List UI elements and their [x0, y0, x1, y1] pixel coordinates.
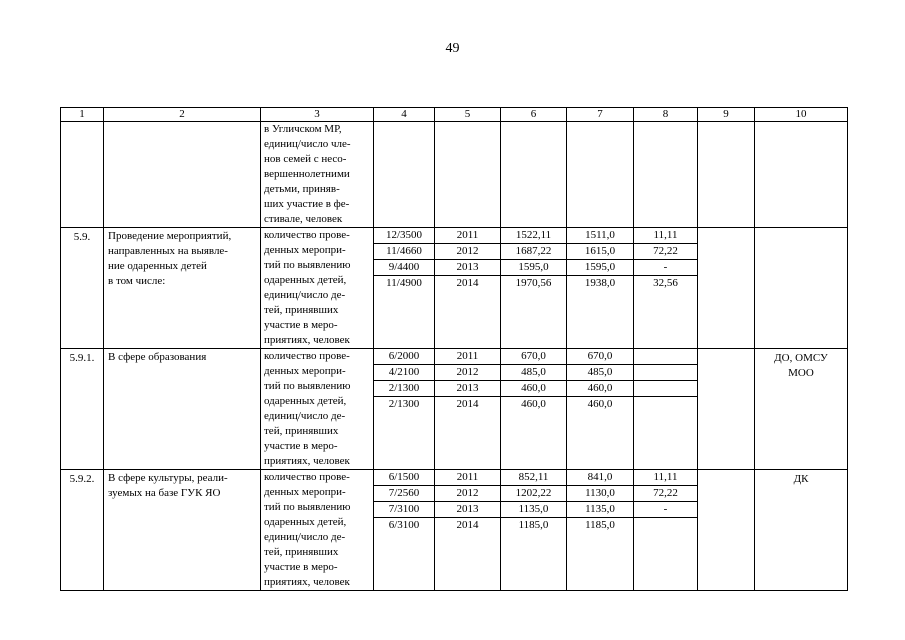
year-cell: 2014: [456, 398, 479, 410]
activity-name-line: ние одаренных детей: [108, 260, 207, 272]
amount-cell: 1130,0: [567, 486, 633, 502]
value-cell: 2/1300: [374, 381, 434, 397]
col6-column: [501, 228, 567, 349]
column-header: 9: [698, 108, 755, 122]
indicator-line: вершеннолетними: [264, 168, 350, 180]
indicator-cell: [261, 349, 374, 470]
year-cell: 2013: [435, 260, 500, 276]
amount-cell: 1511,0: [567, 228, 633, 244]
amount-cell: 1522,11: [501, 228, 566, 244]
col7-column: [567, 470, 634, 591]
empty-cell: [374, 122, 435, 228]
year-cell: 2012: [435, 244, 500, 260]
amount-cell: 852,11: [501, 470, 566, 486]
year-cell: 2012: [435, 486, 500, 502]
column-header: 2: [104, 108, 261, 122]
empty-cell: [501, 122, 567, 228]
col7-column: [567, 349, 634, 470]
column-header: 3: [261, 108, 374, 122]
years-column: [435, 470, 501, 591]
indicator-line: единиц/число де-: [264, 531, 346, 543]
amount-cell: 1595,0: [567, 260, 633, 276]
indicator-line: тий по выявлению: [264, 380, 351, 392]
indicator-line: тий по выявлению: [264, 259, 351, 271]
empty-cell: [634, 122, 698, 228]
empty-cell: [435, 122, 501, 228]
years-column: [435, 228, 501, 349]
column-header: 5: [435, 108, 501, 122]
empty-cell: [698, 228, 755, 349]
amount-cell: 460,0: [567, 381, 633, 397]
empty-cell: [567, 122, 634, 228]
indicator-line: в Угличском МР,: [264, 123, 342, 135]
amount-cell: 460,0: [501, 381, 566, 397]
value-cell: 2/1300: [388, 398, 420, 410]
activity-name-cell: [104, 470, 261, 591]
indicator-line: участие в меро-: [264, 319, 338, 331]
continuation-indicator-cell: [261, 122, 374, 228]
continuation-row: [61, 122, 848, 228]
indicator-line: одаренных детей,: [264, 274, 347, 286]
indicator-line: одаренных детей,: [264, 395, 347, 407]
indicator-line: стивале, человек: [264, 213, 343, 225]
amount-cell: 1185,0: [518, 519, 549, 531]
indicator-line: денных меропри-: [264, 244, 346, 256]
amount-cell: [634, 518, 697, 533]
empty-cell: [755, 122, 848, 228]
indicator-line: нов семей с несо-: [264, 153, 347, 165]
indicator-line: единиц/число де-: [264, 289, 346, 301]
table-row: [61, 470, 848, 591]
amount-cell: 460,0: [521, 398, 546, 410]
page-number: 49: [445, 41, 460, 56]
activity-name-cell: [104, 349, 261, 470]
amount-cell: [634, 349, 697, 365]
empty-cell: [698, 470, 755, 591]
years-column: [435, 349, 501, 470]
amount-cell: 1595,0: [501, 260, 566, 276]
amount-cell: 1687,22: [501, 244, 566, 260]
indicator-line: денных меропри-: [264, 486, 346, 498]
empty-cell: [698, 349, 755, 470]
year-cell: 2011: [435, 470, 500, 486]
values-column: [374, 228, 435, 349]
amount-cell: 1615,0: [567, 244, 633, 260]
row-number-cell: 5.9.1.: [61, 349, 104, 470]
amount-cell: 11,11: [634, 470, 697, 486]
activity-name-line: в том числе:: [108, 275, 166, 287]
row-number-cell: 5.9.: [61, 228, 104, 349]
values-column: [374, 470, 435, 591]
col8-column: [634, 228, 698, 349]
indicator-line: единиц/число де-: [264, 410, 346, 422]
amount-cell: -: [634, 502, 697, 518]
column-header: 6: [501, 108, 567, 122]
amount-cell: 1202,22: [501, 486, 566, 502]
continuation-name-cell: [104, 122, 261, 228]
indicator-line: приятиях, человек: [264, 576, 350, 588]
responsible-line: ДО, ОМСУ: [774, 352, 828, 364]
responsible-cell: [755, 349, 848, 470]
responsible-line: МОО: [788, 367, 814, 379]
year-cell: 2013: [435, 381, 500, 397]
indicator-line: приятиях, человек: [264, 334, 350, 346]
amount-cell: [634, 365, 697, 381]
value-cell: 7/2560: [374, 486, 434, 502]
value-cell: 6/3100: [388, 519, 420, 531]
year-cell: 2011: [435, 349, 500, 365]
header-row: [61, 108, 848, 122]
col8-column: [634, 470, 698, 591]
budget-table: [60, 107, 848, 591]
responsible-line: ДК: [793, 473, 809, 485]
amount-cell: 1970,56: [515, 277, 552, 289]
col6-column: [501, 470, 567, 591]
empty-cell: [698, 122, 755, 228]
activity-name-line: Проведение мероприятий,: [108, 230, 232, 242]
row-number-cell: 5.9.2.: [61, 470, 104, 591]
amount-cell: 670,0: [501, 349, 566, 365]
indicator-line: количество прове-: [264, 350, 350, 362]
amount-cell: 72,22: [634, 486, 697, 502]
indicator-line: количество прове-: [264, 471, 350, 483]
indicator-line: участие в меро-: [264, 440, 338, 452]
value-cell: 9/4400: [374, 260, 434, 276]
responsible-cell: [755, 470, 848, 591]
indicator-line: приятиях, человек: [264, 455, 350, 467]
column-header: 10: [755, 108, 848, 122]
year-cell: 2014: [456, 519, 479, 531]
column-header: 4: [374, 108, 435, 122]
amount-cell: 485,0: [501, 365, 566, 381]
value-cell: 11/4900: [386, 277, 422, 289]
indicator-line: ших участие в фе-: [264, 198, 350, 210]
indicator-line: детьми, приняв-: [264, 183, 340, 195]
value-cell: 7/3100: [374, 502, 434, 518]
year-cell: 2013: [435, 502, 500, 518]
col8-column: [634, 349, 698, 470]
col6-column: [501, 349, 567, 470]
activity-name-line: В сфере образования: [108, 351, 207, 363]
amount-cell: -: [634, 260, 697, 276]
amount-cell: 460,0: [587, 398, 613, 410]
amount-cell: 1185,0: [585, 519, 615, 531]
col7-column: [567, 228, 634, 349]
year-cell: 2012: [435, 365, 500, 381]
indicator-line: количество прове-: [264, 229, 350, 241]
indicator-cell: [261, 228, 374, 349]
amount-cell: 670,0: [567, 349, 633, 365]
year-cell: 2014: [456, 277, 479, 289]
amount-cell: 11,11: [634, 228, 697, 244]
amount-cell: 1135,0: [567, 502, 633, 518]
amount-cell: [634, 381, 697, 397]
indicator-line: одаренных детей,: [264, 516, 347, 528]
value-cell: 4/2100: [374, 365, 434, 381]
indicator-line: тей, принявших: [264, 304, 339, 316]
column-header: 7: [567, 108, 634, 122]
year-cell: 2011: [435, 228, 500, 244]
amount-cell: 1135,0: [501, 502, 566, 518]
activity-name-line: направленных на выявле-: [108, 245, 228, 257]
responsible-cell: [755, 228, 848, 349]
amount-cell: [634, 397, 697, 412]
value-cell: 6/1500: [374, 470, 434, 486]
activity-name-line: В сфере культуры, реали-: [108, 472, 228, 484]
value-cell: 6/2000: [374, 349, 434, 365]
indicator-line: тей, принявших: [264, 425, 339, 437]
continuation-num-cell: [61, 122, 104, 228]
indicator-line: денных меропри-: [264, 365, 346, 377]
activity-name-cell: [104, 228, 261, 349]
amount-cell: 841,0: [567, 470, 633, 486]
indicator-cell: [261, 470, 374, 591]
column-header: 1: [61, 108, 104, 122]
indicator-line: участие в меро-: [264, 561, 338, 573]
amount-cell: 1938,0: [584, 277, 616, 289]
table-row: [61, 349, 848, 470]
amount-cell: 32,56: [653, 277, 678, 289]
values-column: [374, 349, 435, 470]
amount-cell: 485,0: [567, 365, 633, 381]
indicator-line: единиц/число чле-: [264, 138, 351, 150]
activity-name-line: зуемых на базе ГУК ЯО: [108, 487, 221, 499]
indicator-line: тий по выявлению: [264, 501, 351, 513]
amount-cell: 72,22: [634, 244, 697, 260]
value-cell: 11/4660: [374, 244, 434, 260]
indicator-line: тей, принявших: [264, 546, 339, 558]
column-header: 8: [634, 108, 698, 122]
table-row: [61, 228, 848, 349]
value-cell: 12/3500: [374, 228, 434, 244]
